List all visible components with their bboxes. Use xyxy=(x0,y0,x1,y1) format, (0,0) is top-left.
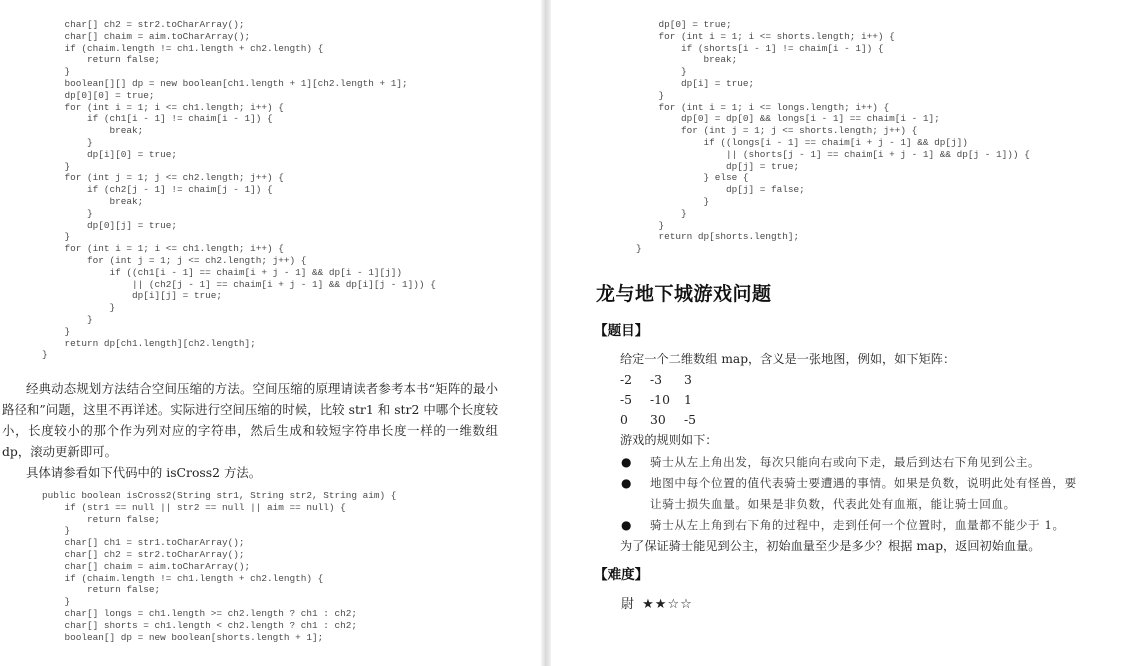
example-matrix xyxy=(620,370,1110,430)
rule-item xyxy=(620,515,1090,536)
rule-text-continued: 让骑士损失血量。如果是非负数，代表此处有血瓶，能让骑士回血。 xyxy=(650,497,1016,511)
rule-item xyxy=(620,473,1090,515)
section-heading-difficulty: 【难度】 xyxy=(594,567,649,583)
matrix-row xyxy=(620,410,1110,430)
matrix-row xyxy=(620,370,1110,390)
problem-intro: 给定一个二维数组 map，含义是一张地图，例如，如下矩阵： xyxy=(620,352,956,366)
matrix-cell: -2 xyxy=(620,372,633,387)
matrix-row xyxy=(620,390,1110,410)
matrix-cell: 0 xyxy=(620,412,628,427)
difficulty-stars-icon: ★★☆☆ xyxy=(642,597,693,612)
difficulty-rating xyxy=(621,593,693,612)
bullet-dot-icon: ● xyxy=(621,455,633,469)
bullet-dot-icon: ● xyxy=(621,518,633,532)
space-compression-paragraph: 经典动态规划方法结合空间压缩的方法。空间压缩的原理请读者参考本书“矩阵的最小路径和”问题，这里不再详述。实际进行空间压缩的时候，比较 str1 和 str2 中哪个长度较小，长度较小的那个作为列对应的字符串，然后生成和较短字符串长度一样的一维数组 dp，滚动更新即可。 xyxy=(2,381,498,459)
matrix-cell: 30 xyxy=(650,412,666,427)
code-block-iscross2-head: public boolean isCross2(String str1, String str2, String aim) { if (str1 == null || str2 == null || aim == null) { return false; } char[] ch1 = str1.toCharArray(); char[] ch2 = str2.toCharArray(); char[] chaim = aim.toCharArray(); if (chaim.length != ch1.length + ch2.length) { return false; } char[] longs = ch1.length >= ch2.length ? ch1 : ch2; char[] shorts = ch1.length < ch2.length ? ch1 : ch2; boolean[] dp = new boolean[shorts.length + 1]; xyxy=(42,490,397,643)
code-block-iscross1-tail: char[] ch2 = str2.toCharArray(); char[] chaim = aim.toCharArray(); if (chaim.length != ch1.length + ch2.length) { return false; } boolean[][] dp = new boolean[ch1.length + 1][ch2.length + 1]; dp[0][0] = true; for (int i = 1; i <= ch1.length; i++) { if (ch1[i - 1] != chaim[i - 1]) { break; } dp[i][0] = true; } for (int j = 1; j <= ch2.length; j++) { if (ch2[j - 1] != chaim[j - 1]) { break; } dp[0][j] = true; } for (int i = 1; i <= ch1.length; i++) { for (int j = 1; j <= ch2.length; j++) { if ((ch1[i - 1] == chaim[i + j - 1] && dp[i - 1][j]) || (ch2[j - 1] == chaim[i + j - 1] && dp[i][j - 1])) { dp[i][j] = true; } } } return dp[ch1.length][ch2.length]; } xyxy=(42,19,436,361)
matrix-cell: 1 xyxy=(684,392,692,407)
section-heading-problem: 【题目】 xyxy=(594,323,649,339)
problem-question: 为了保证骑士能见到公主，初始血量至少是多少？根据 map，返回初始血量。 xyxy=(620,539,1041,553)
bullet-dot-icon: ● xyxy=(621,476,633,490)
matrix-cell: -5 xyxy=(684,412,697,427)
problem-statement xyxy=(620,349,1110,557)
explanation-text xyxy=(2,378,498,483)
rule-text: 骑士从左上角到右下角的过程中，走到任何一个位置时，血量都不能少于 1。 xyxy=(650,518,1065,532)
code-block-iscross2-tail: dp[0] = true; for (int i = 1; i <= shorts.length; i++) { if (shorts[i - 1] != chaim[i - 1]) { break; } dp[i] = true; } for (int i = 1; i <= longs.length; i++) { dp[0] = dp[0] && longs[i - 1] == chaim[i - 1]; for (int j = 1; j <= shorts.length; j++) { if ((longs[i - 1] == chaim[i + j - 1] && dp[j]) || (shorts[j - 1] == chaim[i + j - 1] && dp[j - 1])) { dp[j] = true; } else { dp[j] = false; } } } return dp[shorts.length]; } xyxy=(636,19,1030,255)
difficulty-label: 尉 xyxy=(621,597,635,612)
matrix-cell: -5 xyxy=(620,392,633,407)
chapter-title: 龙与地下城游戏问题 xyxy=(596,283,772,305)
matrix-cell: -3 xyxy=(650,372,663,387)
matrix-cell: 3 xyxy=(684,372,692,387)
rules-intro: 游戏的规则如下： xyxy=(620,433,718,447)
rule-item xyxy=(620,452,1090,473)
see-code-paragraph: 具体请参看如下代码中的 isCross2 方法。 xyxy=(26,465,262,480)
rule-text: 地图中每个位置的值代表骑士要遭遇的事情。如果是负数，说明此处有怪兽，要 xyxy=(650,476,1077,490)
right-page xyxy=(551,0,1128,666)
left-page xyxy=(0,0,541,666)
matrix-cell: -10 xyxy=(650,392,670,407)
book-spine-gutter xyxy=(541,0,551,666)
rules-list xyxy=(620,452,1110,536)
rule-text: 骑士从左上角出发，每次只能向右或向下走，最后到达右下角见到公主。 xyxy=(650,455,1041,469)
